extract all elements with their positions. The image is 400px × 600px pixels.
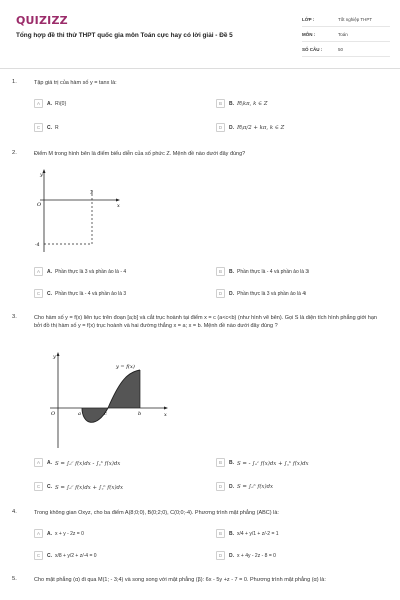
x-axis-arrow bbox=[116, 199, 120, 202]
option-c[interactable] bbox=[34, 480, 204, 493]
option-text: x + y - 2z = 0 bbox=[55, 530, 84, 537]
c-label: c bbox=[104, 411, 107, 417]
x-axis-arrow bbox=[164, 407, 168, 410]
x-tick-label: 3 bbox=[90, 191, 93, 196]
origin-label: O bbox=[51, 411, 56, 417]
option-text: x/8 + y/2 + z/-4 = 0 bbox=[55, 552, 97, 559]
option-text: Phần thực là - 4 và phần ảo là 3i bbox=[237, 268, 310, 275]
option-box[interactable]: B bbox=[216, 267, 225, 276]
option-d[interactable] bbox=[216, 121, 386, 134]
option-letter: B. bbox=[229, 268, 234, 275]
question-number: 5. bbox=[12, 576, 17, 582]
option-letter: A. bbox=[47, 100, 52, 107]
option-box[interactable]: C bbox=[34, 123, 43, 132]
option-text: Phần thực là 3 và phần ảo là 4i bbox=[237, 290, 307, 297]
question-text: Tập giá trị của hàm số y = tanx là: bbox=[34, 80, 117, 86]
meta-value: Toán bbox=[338, 31, 348, 37]
question-number: 4. bbox=[12, 509, 17, 515]
quizizz-logo: QUIZIZZ bbox=[16, 14, 68, 27]
question-number: 1. bbox=[12, 79, 17, 85]
option-text: R\π/2 + kπ, k ∈ Z bbox=[237, 124, 285, 131]
question-5 bbox=[12, 576, 388, 598]
option-text: x/4 + y/1 + z/-2 = 1 bbox=[237, 530, 279, 537]
question-text: Cho mặt phẳng (α) đi qua M(1; - 3;4) và song song với mặt phẳng (β): 6x - 5y +z - 7 = 0. Phương trình mặt phẳng (α) là: bbox=[34, 577, 326, 583]
meta-key: LỚP : bbox=[302, 16, 315, 22]
option-a[interactable] bbox=[34, 265, 204, 278]
y-tick-label: -4 bbox=[35, 243, 40, 248]
option-letter: C. bbox=[47, 124, 52, 131]
option-text: x + 4y - 2z - 8 = 0 bbox=[237, 552, 276, 559]
option-a[interactable] bbox=[34, 97, 204, 110]
option-box[interactable]: D bbox=[216, 551, 225, 560]
option-box[interactable]: B bbox=[216, 99, 225, 108]
option-letter: B. bbox=[229, 530, 234, 537]
shaded-region-above bbox=[108, 370, 140, 408]
question-2 bbox=[12, 150, 388, 300]
option-text: Phần thực là - 4 và phần ảo là 3 bbox=[55, 290, 127, 297]
x-axis-label: x bbox=[117, 203, 120, 209]
option-box[interactable]: A bbox=[34, 267, 43, 276]
option-letter: D. bbox=[229, 124, 234, 131]
option-b[interactable] bbox=[216, 97, 386, 110]
option-d[interactable] bbox=[216, 287, 386, 300]
question-1 bbox=[12, 79, 388, 139]
x-axis-label: x bbox=[164, 412, 167, 418]
option-box[interactable]: B bbox=[216, 529, 225, 538]
y-axis-label: y bbox=[40, 172, 43, 178]
option-letter: A. bbox=[47, 268, 52, 275]
option-text: S = ∫ₐᶜ f(x)dx + ∫꜀ᵇ f(x)dx bbox=[55, 484, 124, 491]
option-letter: D. bbox=[229, 483, 234, 490]
meta-value: Tốt nghiệp THPT bbox=[338, 16, 373, 22]
question-4 bbox=[12, 509, 388, 569]
option-text: Phần thực là 3 và phần ảo là - 4 bbox=[55, 268, 127, 275]
question-text: Cho hàm số y = f(x) liên tục trên đoạn [a;b] và cắt trục hoành tại điểm x = c (a<c<b) (như hình vẽ bên). Gọi S là diện tích hình phẳng giới hạn bởi đồ thị hàm số y = f(x) trục hoành và hai đường thẳng x = a; x = b. Mệnh đề nào dưới đây đúng ? bbox=[34, 315, 377, 330]
y-axis-arrow bbox=[43, 169, 46, 173]
option-c[interactable] bbox=[34, 121, 204, 134]
meta-row-count bbox=[302, 42, 390, 57]
header-divider bbox=[0, 68, 400, 69]
meta-key: SỐ CÂU : bbox=[302, 46, 323, 52]
option-box[interactable]: D bbox=[216, 482, 225, 491]
option-letter: D. bbox=[229, 290, 234, 297]
option-text: R\kπ, k ∈ Z bbox=[237, 100, 268, 107]
option-letter: B. bbox=[229, 459, 234, 466]
b-label: b bbox=[138, 411, 142, 417]
question-text: Điểm M trong hình bên là điểm biểu diễn của số phức Z. Mệnh đề nào dưới đây đúng? bbox=[34, 151, 246, 157]
meta-table bbox=[302, 12, 390, 57]
a-label: a bbox=[78, 411, 81, 417]
option-letter: B. bbox=[229, 100, 234, 107]
option-box[interactable]: A bbox=[34, 458, 43, 467]
option-text: R\{0} bbox=[55, 100, 67, 107]
meta-key: MÔN : bbox=[302, 31, 316, 37]
curve-label: y = f(x) bbox=[116, 364, 135, 370]
question-number: 3. bbox=[12, 314, 17, 320]
option-b[interactable] bbox=[216, 265, 386, 278]
option-text: S = ∫ₐᶜ f(x)dx - ∫꜀ᵇ f(x)dx bbox=[55, 460, 121, 467]
option-box[interactable]: C bbox=[34, 289, 43, 298]
option-letter: C. bbox=[47, 290, 52, 297]
option-letter: A. bbox=[47, 530, 52, 537]
option-d[interactable] bbox=[216, 480, 386, 493]
option-c[interactable] bbox=[34, 549, 204, 562]
origin-label: O bbox=[37, 202, 42, 208]
meta-row-class bbox=[302, 12, 390, 27]
option-letter: D. bbox=[229, 552, 234, 559]
option-b[interactable] bbox=[216, 456, 386, 469]
option-box[interactable]: A bbox=[34, 99, 43, 108]
question-number: 2. bbox=[12, 150, 17, 156]
option-letter: C. bbox=[47, 483, 52, 490]
y-axis-label: y bbox=[53, 354, 56, 360]
meta-value: 50 bbox=[338, 46, 344, 52]
option-c[interactable] bbox=[34, 287, 204, 300]
y-axis-arrow bbox=[57, 352, 60, 356]
option-b[interactable] bbox=[216, 527, 386, 540]
option-d[interactable] bbox=[216, 549, 386, 562]
option-text: S = ∫ₐᵇ f(x)dx bbox=[237, 483, 274, 490]
option-text: R bbox=[55, 124, 59, 131]
option-box[interactable]: A bbox=[34, 529, 43, 538]
option-box[interactable]: C bbox=[34, 482, 43, 491]
header bbox=[0, 0, 400, 64]
option-box[interactable]: D bbox=[216, 123, 225, 132]
area-figure bbox=[42, 350, 172, 452]
question-3 bbox=[12, 314, 388, 496]
option-a[interactable] bbox=[34, 456, 204, 469]
document-title: Tổng hợp đề thi thử THPT quốc gia môn Toán cực hay có lời giải - Đề 5 bbox=[16, 32, 233, 39]
option-text: S = - ∫ₐᶜ f(x)dx + ∫꜀ᵇ f(x)dx bbox=[237, 460, 309, 467]
option-box[interactable]: D bbox=[216, 289, 225, 298]
option-a[interactable] bbox=[34, 527, 204, 540]
question-text: Trong không gian Oxyz, cho ba điểm A(8;0;0), B(0;2;0), C(0;0;-4). Phương trình mặt phẳng (ABC) là: bbox=[34, 510, 279, 516]
option-letter: C. bbox=[47, 552, 52, 559]
option-letter: A. bbox=[47, 459, 52, 466]
meta-row-subject bbox=[302, 27, 390, 42]
option-box[interactable]: B bbox=[216, 458, 225, 467]
option-box[interactable]: C bbox=[34, 551, 43, 560]
complex-plane-figure bbox=[34, 166, 124, 256]
